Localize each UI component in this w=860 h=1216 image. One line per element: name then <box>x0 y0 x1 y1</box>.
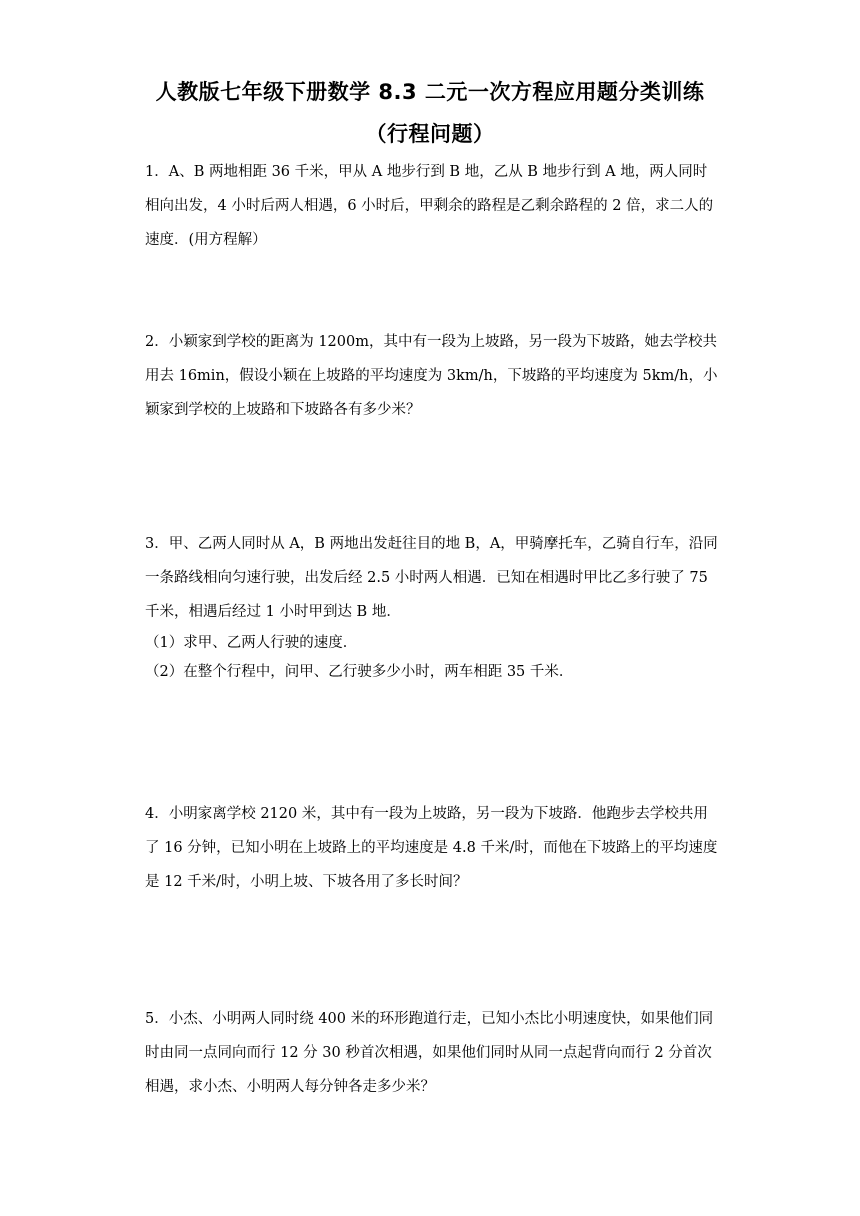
question-3-text: 3．甲、乙两人同时从 A，B 两地出发赶往目的地 B，A，甲骑摩托车，乙骑自行车，沿同一条路线相向匀速行驶，出发后经 2.5 小时两人相遇．已知在相遇时甲比乙多行驶了 75 千米，相遇后经过 1 小时甲到达 B 地． <box>145 536 718 620</box>
document-subtitle: （行程问题） <box>365 122 495 146</box>
question-1-text: 1．A、B 两地相距 36 千米，甲从 A 地步行到 B 地，乙从 B 地步行到 A 地，两人同时相向出发，4 小时后两人相遇，6 小时后，甲剩余的路程是乙剩余路程的 2 倍，求二人的速度．(用方程解） <box>145 164 714 248</box>
question-1 <box>145 155 720 257</box>
question-3-part-1: （1）求甲、乙两人行驶的速度． <box>145 635 358 651</box>
question-2-text: 2．小颖家到学校的距离为 1200m，其中有一段为上坡路，另一段为下坡路，她去学校共用去 16min，假设小颖在上坡路的平均速度为 3km/h，下坡路的平均速度为 5km/h，小颖家到学校的上坡路和下坡路各有多少米？ <box>145 334 718 418</box>
question-4-text: 4．小明家离学校 2120 米，其中有一段为上坡路，另一段为下坡路．他跑步去学校共用了 16 分钟，已知小明在上坡路上的平均速度是 4.8 千米/时，而他在下坡路上的平均速度是 12 千米/时，小明上坡、下坡各用了多长时间？ <box>145 806 718 890</box>
question-4 <box>145 797 720 899</box>
document-title: 人教版七年级下册数学 8.3 二元一次方程应用题分类训练 <box>155 80 705 104</box>
question-5 <box>145 1002 720 1104</box>
question-3-part-2: （2）在整个行程中，问甲、乙行驶多少小时，两车相距 35 千米． <box>145 664 574 680</box>
question-3 <box>145 527 720 687</box>
question-2 <box>145 325 720 427</box>
question-5-text: 5．小杰、小明两人同时绕 400 米的环形跑道行走，已知小杰比小明速度快，如果他们同时由同一点同向而行 12 分 30 秒首次相遇，如果他们同时从同一点起背向而行 2 分首次相遇，求小杰、小明两人每分钟各走多少米？ <box>145 1011 714 1095</box>
